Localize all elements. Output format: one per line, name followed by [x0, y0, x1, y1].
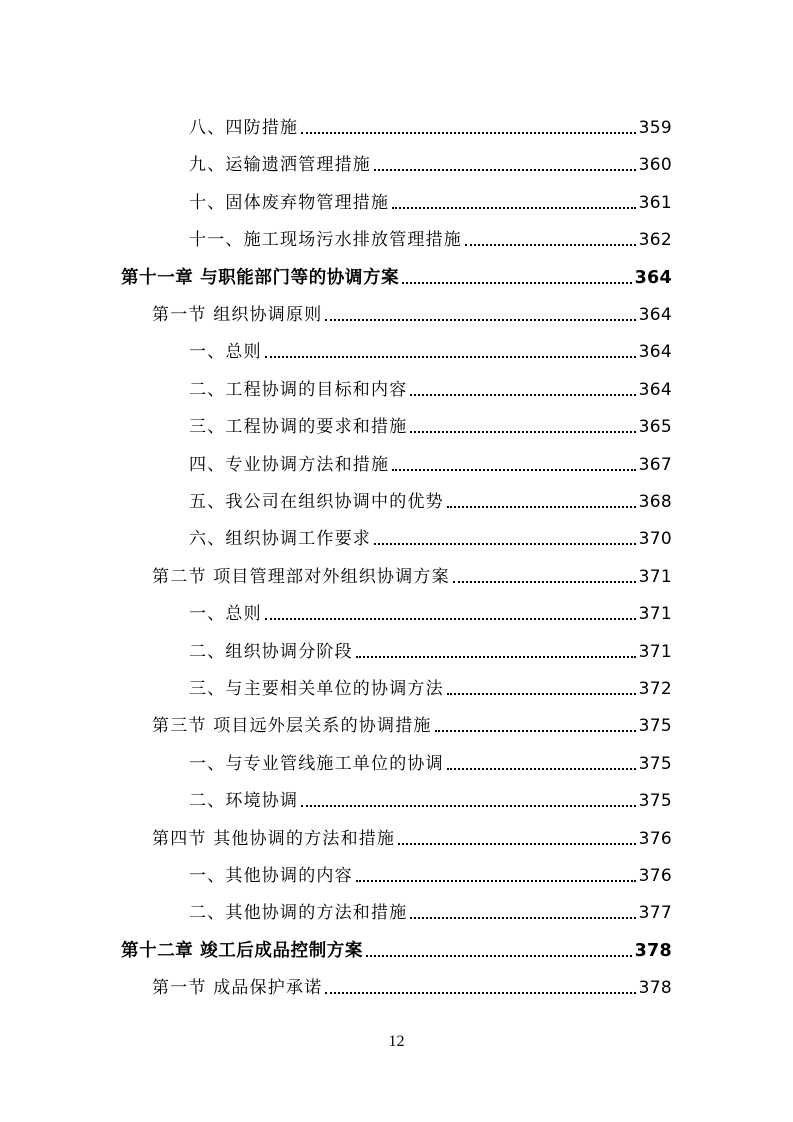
toc-subsection-entry[interactable]: [189, 625, 672, 662]
toc-entry-title: 三、工程协调的要求和措施: [189, 417, 408, 438]
toc-subsection-entry[interactable]: [189, 512, 672, 549]
toc-entry-title: 四、专业协调方法和措施: [189, 454, 390, 475]
toc-entry-page: 359: [638, 118, 672, 138]
toc-section-entry[interactable]: [152, 288, 672, 325]
toc-dot-leader: [325, 992, 635, 994]
toc-entry-title: 九、运输遗洒管理措施: [189, 155, 371, 176]
toc-entry-page: 362: [638, 230, 672, 251]
toc-entry-title: 一、总则: [189, 604, 262, 625]
toc-entry-page: 368: [638, 492, 672, 512]
toc-subsection-entry[interactable]: [189, 363, 672, 400]
toc-entry-page: 364: [638, 305, 672, 325]
toc-dot-leader: [392, 207, 635, 209]
toc-entry-page: 375: [638, 791, 672, 812]
toc-entry-title: 二、工程协调的目标和内容: [189, 379, 408, 400]
toc-section-entry[interactable]: [152, 812, 672, 849]
toc-dot-leader: [301, 132, 635, 134]
toc-dot-leader: [356, 656, 636, 658]
toc-entry-page: 377: [638, 903, 672, 924]
toc-section-entry[interactable]: [152, 961, 672, 998]
toc-entry-page: 378: [638, 978, 672, 999]
toc-entry-title: 第二节 项目管理部对外组织协调方案: [152, 566, 450, 587]
toc-entry-page: 364: [638, 379, 672, 400]
toc-subsection-entry[interactable]: [189, 587, 672, 624]
toc-dot-leader: [366, 955, 632, 957]
toc-subsection-entry[interactable]: [189, 774, 672, 811]
toc-entry-page: 364: [634, 267, 672, 288]
toc-entry-title: 十一、施工现场污水排放管理措施: [189, 230, 462, 251]
toc-entry-title: 一、总则: [189, 342, 262, 363]
toc-entry-title: 六、组织协调工作要求: [189, 529, 371, 550]
toc-entry-title: 第十二章 竣工后成品控制方案: [121, 940, 363, 961]
toc-entry-title: 十、固体废弃物管理措施: [189, 192, 390, 213]
toc-dot-leader: [447, 693, 636, 695]
toc-section-entry[interactable]: [152, 699, 672, 736]
toc-entry-page: 360: [638, 155, 672, 176]
toc-dot-leader: [356, 880, 636, 882]
toc-dot-leader: [402, 282, 631, 284]
toc-dot-leader: [410, 431, 635, 433]
toc-entry-title: 二、其他协调的方法和措施: [189, 903, 408, 924]
toc-entry-page: 375: [638, 716, 672, 737]
toc-entry-page: 372: [638, 679, 672, 699]
toc-dot-leader: [374, 543, 636, 545]
toc-entry-title: 八、四防措施: [189, 118, 299, 138]
toc-chapter-entry[interactable]: [121, 251, 672, 288]
toc-subsection-entry[interactable]: [189, 213, 672, 250]
toc-entry-page: 376: [638, 828, 672, 849]
toc-dot-leader: [453, 581, 636, 583]
toc-dot-leader: [398, 843, 635, 845]
toc-entry-page: 371: [638, 566, 672, 587]
toc-subsection-entry[interactable]: [189, 886, 672, 923]
toc-subsection-entry[interactable]: [189, 475, 672, 512]
toc-entry-title: 五、我公司在组织协调中的优势: [189, 492, 444, 512]
toc-entry-title: 第三节 项目远外层关系的协调措施: [152, 716, 432, 737]
toc-subsection-entry[interactable]: [189, 325, 672, 362]
toc-dot-leader: [410, 394, 635, 396]
toc-entry-page: 371: [638, 641, 672, 662]
toc-entry-title: 第一节 成品保护承诺: [152, 978, 323, 999]
toc-dot-leader: [265, 618, 636, 620]
toc-entry-page: 378: [634, 940, 672, 961]
toc-dot-leader: [392, 469, 635, 471]
toc-dot-leader: [410, 917, 635, 919]
toc-entry-page: 364: [638, 342, 672, 363]
toc-entry-title: 二、组织协调分阶段: [189, 641, 353, 662]
toc-entry-title: 第一节 组织协调原则: [152, 305, 323, 325]
toc-dot-leader: [447, 768, 636, 770]
toc-entry-title: 一、其他协调的内容: [189, 866, 353, 886]
toc-subsection-entry[interactable]: [189, 176, 672, 213]
toc-entry-page: 361: [638, 192, 672, 213]
toc-dot-leader: [374, 169, 636, 171]
toc-entry-title: 二、环境协调: [189, 791, 299, 812]
toc-subsection-entry[interactable]: [189, 662, 672, 699]
toc-entry-title: 第十一章 与职能部门等的协调方案: [121, 267, 400, 288]
toc-entry-page: 375: [638, 753, 672, 774]
toc-subsection-entry[interactable]: [189, 138, 672, 175]
toc-subsection-entry[interactable]: [189, 101, 672, 138]
toc-entry-title: 一、与专业管线施工单位的协调: [189, 753, 444, 774]
toc-entry-page: 365: [638, 417, 672, 438]
toc-entry-page: 371: [638, 604, 672, 625]
toc-dot-leader: [447, 506, 636, 508]
toc-chapter-entry[interactable]: [121, 924, 672, 961]
toc-dot-leader: [301, 805, 635, 807]
toc-subsection-entry[interactable]: [189, 737, 672, 774]
toc-entry-page: 367: [638, 454, 672, 475]
page-number: 12: [388, 1033, 405, 1050]
toc-entry-page: 370: [638, 529, 672, 550]
toc-dot-leader: [325, 319, 635, 321]
toc-subsection-entry[interactable]: [189, 400, 672, 437]
toc-subsection-entry[interactable]: [189, 438, 672, 475]
toc-entry-title: 第四节 其他协调的方法和措施: [152, 828, 396, 849]
toc-section-entry[interactable]: [152, 550, 672, 587]
toc-entry-page: 376: [638, 866, 672, 886]
toc-entry-title: 三、与主要相关单位的协调方法: [189, 679, 444, 699]
toc-dot-leader: [465, 244, 636, 246]
toc-dot-leader: [435, 730, 636, 732]
toc-dot-leader: [265, 356, 636, 358]
toc-subsection-entry[interactable]: [189, 849, 672, 886]
